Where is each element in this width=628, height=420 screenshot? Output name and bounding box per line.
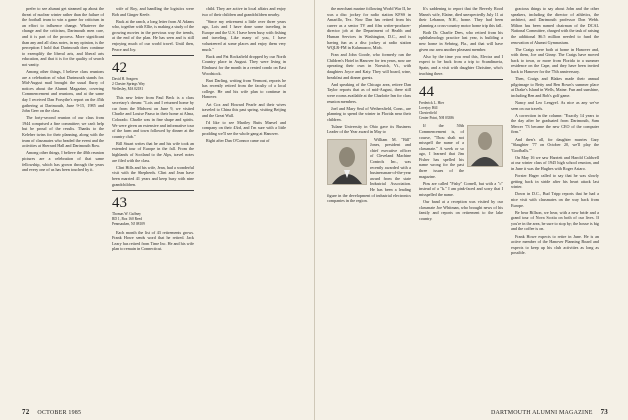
paragraph: William M. "Bill" Jones, president and chief executive officer of Cleveland Machine Controls Inc., was recently awarded with a businessman-of-the-year award from the state Industrial Association. He has been a leading figure in the development of industrial electronics companies in the region. xyxy=(327,136,411,204)
paragraph: I'd like to see Mariley Butts Maesel and company on their 43rd, and I'm sure with a little prodding we'll see the whole gang at Hanover. xyxy=(202,119,286,136)
paragraph: Also by the time you read this, Electra and I expect to be back from a trip to Scandinavia, Spain, and a visit with daughter Christine, who's teaching there. xyxy=(419,53,503,76)
paragraph: Frank Howe expects to retire in June. He is an active member of the Hanover Planning Board and expects to keep up his club activities as long as possible. xyxy=(511,233,599,256)
paragraph: A correction in the column: "Exactly 14 years to the day after he graduated from Dartmouth, Sam Mercer '73 became the new CEO of the computer firm." xyxy=(511,112,599,135)
paragraph: And speaking of the Chicago area, retiree Dan Taylor reports that as of mid-August, there still were rooms available at the Charlotte Inn for class reunion members. xyxy=(327,81,411,104)
address-line: David H. Seagren xyxy=(112,77,138,82)
class-heading-42 xyxy=(112,60,194,91)
paragraph: gracious things to say about John and the other speakers, including the director of athletics, the architect, and Dartmouth professor Don Webb. Milton has been named chairman of the DCAL National Committee, charged with the task of raising the additional $6.5 million needed to fund the renovation of Alumni Gymnasium. xyxy=(511,6,599,45)
paragraph: The Craigs were both at home in Hanover and, with them, Joe and Ginny. The Craigs have moved back to town, or more from Florida to a summer residence on the Cape, and they have been invited back to Hanover for the 75th anniversary. xyxy=(511,46,599,75)
class-number: 42 xyxy=(112,60,127,77)
paragraph: Both Dr. Charlie Dees, who retired from his ophthalmology practice last year, is building a new home in Sebring, Fla., and that will have given our area another pleasant member. xyxy=(419,29,503,52)
address-line: Wellesley, MA 02181 xyxy=(112,86,144,91)
left-col-3 xyxy=(202,6,286,396)
paragraph: Buck and Pat Rockafield dropped by our North Country place in August. They were living in Elmhurst for the month in a rented condo on East Woodstock. xyxy=(202,53,286,76)
paragraph: wife of Roy, and handling the logistics were Bob and Ginger Keefe. xyxy=(112,6,194,17)
paragraph: Our band at a reception was visited by our classmate Joe Whitman, who brought news of his family and reports on retirement to the lake country. xyxy=(419,199,503,221)
portrait-image xyxy=(468,126,502,166)
address-line: RD 1, Box 160 Reed xyxy=(112,216,143,221)
address-line: Lovejoy Hill xyxy=(419,105,438,110)
paragraph: Down in D.C., Bud Tripp reports that he had a nice visit with classmates on the way back from Europe. xyxy=(511,191,599,208)
paragraph: Tulane University in Ohio gave its Business Leader of the Year award in May to xyxy=(327,123,411,135)
paragraph: Be bear Billson, we hear, with a new bride and a grand tour of Nova Scotia on both of our lives. If you're in the area, be sure to stop by; the house is big and the coffee is on. xyxy=(511,209,599,232)
paragraph: prefer to see alumni get steamed up about the threat of nuclear winter rather than the failure of the football team to win a game for criticism in an effort to influence change. Whatever the change and the criticism, Dartmouth men care, and it is part of the process. More significant than any and all class notes, in my opinion, is the perception I hold that Dartmouth does continue to exemplify the liberal arts, and liberal arts education, and that it is for the quality of search not vanity. xyxy=(22,6,104,67)
paragraph: Bill Stuart writes that he and his wife took an extended tour of Europe in the fall. From the highlands of Scotland to the Alps, travel notes are filed with the class. xyxy=(112,140,194,163)
right-col-2 xyxy=(419,6,503,396)
paragraph: Back at the ranch, a long letter from Al Adams who, together with Ellie, is making a study of the growing movies in the previous way the trends, at the end of the plan. He has seen and is still enjoying much of our world travel. Until then, Peace and Joy. xyxy=(112,18,194,52)
paragraph: Forster Hager called to say that he was slowly getting back in stride after his heart attack last winter. xyxy=(511,173,599,190)
right-footer xyxy=(491,409,608,417)
paragraph: Bart Darling, writing from Vermont, reports he has recently retired from the faculty of a local college. He and his wife plan to continue in Hanover. xyxy=(202,77,286,100)
class-secretary-address xyxy=(112,77,194,91)
page-number: 73 xyxy=(600,408,608,416)
paragraph: Right after Dan O'Connor came out of xyxy=(206,138,270,144)
class-secretary-address xyxy=(112,212,194,226)
paragraph: Among other things, I believe the 40th reunion pictures are a celebration of that same fellowship, which has grown through the years and every one of us has been touched by it. xyxy=(22,150,104,173)
paragraph: Fran and John Goode, who formerly ran the Children's Hotel in Hanover for ten years, now are operating their own in Norwich, Vt., with daughters Joyce and Katy. They will board, wine, breakfast and dinner guests. xyxy=(327,52,411,80)
address-line: Center Point, NH 03386 xyxy=(419,115,454,120)
class-heading-44 xyxy=(419,84,503,120)
divider xyxy=(112,55,194,56)
right-col-1 xyxy=(327,6,411,396)
divider xyxy=(419,79,503,80)
class-number: 44 xyxy=(419,84,434,101)
page-number: 72 xyxy=(22,408,30,416)
paragraph: Among other things, I believe class reunions are a celebration of what Dartmouth stands for. Mid-August mail brought the usual flurry of notices about the Alumni Magazine, covering Commencement and reunions, and at the same day I received Dan Forsythe's report on the 45th gathering at Dartmouth, June 9-15, 1985 and John Geer on the class. xyxy=(22,69,104,114)
paragraph: If the 50th Commencement is, of course, "Thou shalt not misspell the name of a classmate." A week or so ago, I learned that Jim Fisher has spelled his name wrong for the past three issues of the magazine. xyxy=(419,123,464,179)
paragraph: The forty-second reunion of our class from 1944 comprised a fine committee; we can't help but be proud of the results. Thanks to the Keleher twins for their planning, along with the team of classmates who headed the event and the activities at Sherrard Hall and Dartmouth Row. xyxy=(22,115,104,149)
left-col-2 xyxy=(112,6,194,396)
paragraph: Pins are called "Fishy" Cornell, but with a "c" instead of a "k." I am pink-faced and sorry that I misspelled the name. xyxy=(419,180,503,197)
class-heading-43 xyxy=(112,195,194,226)
left-col-1 xyxy=(22,6,104,396)
address-line: Chesterfield xyxy=(419,110,437,115)
paragraph: Nancy and Leo Lengyel. As nice as any we've seen on our travels. xyxy=(511,100,599,111)
paragraph: Clint Hills and his wife, Jean, had a wonderful visit with the Shepherds. Clint and Jean have been married 41 years and keep busy with nine grandchildren. xyxy=(112,164,194,187)
divider xyxy=(112,190,194,191)
address-line: 2 Chester Springs Way xyxy=(112,82,145,87)
right-page xyxy=(314,0,628,420)
paragraph: the merchant marine following World War II, he was a disc jockey for radio station KFSS in Amarillo, Tex. Now Dan has retired from his career as a senior TV and film writer-producer-director job at the Department of Health and Human Services in Washington, D.C., and is having fun as a disc jockey at radio station WQLR-FM in Kalamazoo, Mich. xyxy=(327,6,411,51)
paragraph: Each month the list of 43 retirements grows. Frank Howe sends word that he retired. Jack Leary has retired from Time Inc. He and his wife plan to remain in Connecticut. xyxy=(112,229,194,252)
right-col-3 xyxy=(511,6,599,396)
paragraph: Then, Craigs and Blakes made their annual pilgrimage to Betty and Ben Bown's summer place at Drake's Island in Wells, Maine. Fun and sunshine, including Ben and Bob's golf game. xyxy=(511,76,599,98)
paragraph: child. They are active in local affairs and enjoy two of their children and grandchildren nearby. xyxy=(202,6,286,17)
address-line: Thomas W. Gaffney xyxy=(112,212,141,217)
issue-date: OCTOBER 1985 xyxy=(37,410,82,416)
paragraph: And then's all, for daughter marries Gary "Slaughter '77 on October 20, we'll play the 'Goofballs.'" xyxy=(511,136,599,153)
paragraph: "Since my retirement a little over three years ago, Lois and I have done some traveling in Europe and the U.S. I have been busy with fishing and traveling. Like many of you, I have volunteered at some places and enjoy them very much." xyxy=(202,18,286,52)
class-secretary-address xyxy=(419,101,503,120)
paragraph: This new letter from Paul Beck is a class secretary's dream: "Lois and I returned home by car from the Midwest on June 9, we visited Charlie and Louise Paaso in their home at Alma, Colorado. Charlie was in fine shape and spirits. We were given an extensive and informative tour of the farm and town followed by dinner at the country club." xyxy=(112,94,194,139)
address-line: Pennsauken, NJ 08109 xyxy=(112,221,145,226)
portrait-image xyxy=(328,140,366,184)
class-number: 43 xyxy=(112,195,127,212)
address-line: Frederick L. Hier xyxy=(419,101,445,106)
paragraph: On May 16 we saw Harriett and Harold Caldwell at our winter class of 1945 high school reunion, and in June it was the Hughes with Roger Astaro. xyxy=(511,154,599,172)
magazine-name: DARTMOUTH ALUMNI MAGAZINE xyxy=(490,410,593,416)
left-footer xyxy=(22,409,81,417)
portrait-photo xyxy=(327,139,367,185)
portrait-photo xyxy=(467,125,503,167)
paragraph: Joel and Mary Seal of Wethersfield, Conn., are planning to spend the winter in Florida near their children. xyxy=(327,105,411,122)
paragraph: It's saddening to report that the Beverly Rood Mann's wife, Elaine, died unexpectedly July 11 at their Lebanon, N.H., home. They had been planning a cross-country motor home trip this fall. xyxy=(419,6,503,28)
paragraph: Art Cox and Howard Pearle and their wives traveled to China this past spring, visiting Beijing and the Great Wall. xyxy=(202,101,286,118)
